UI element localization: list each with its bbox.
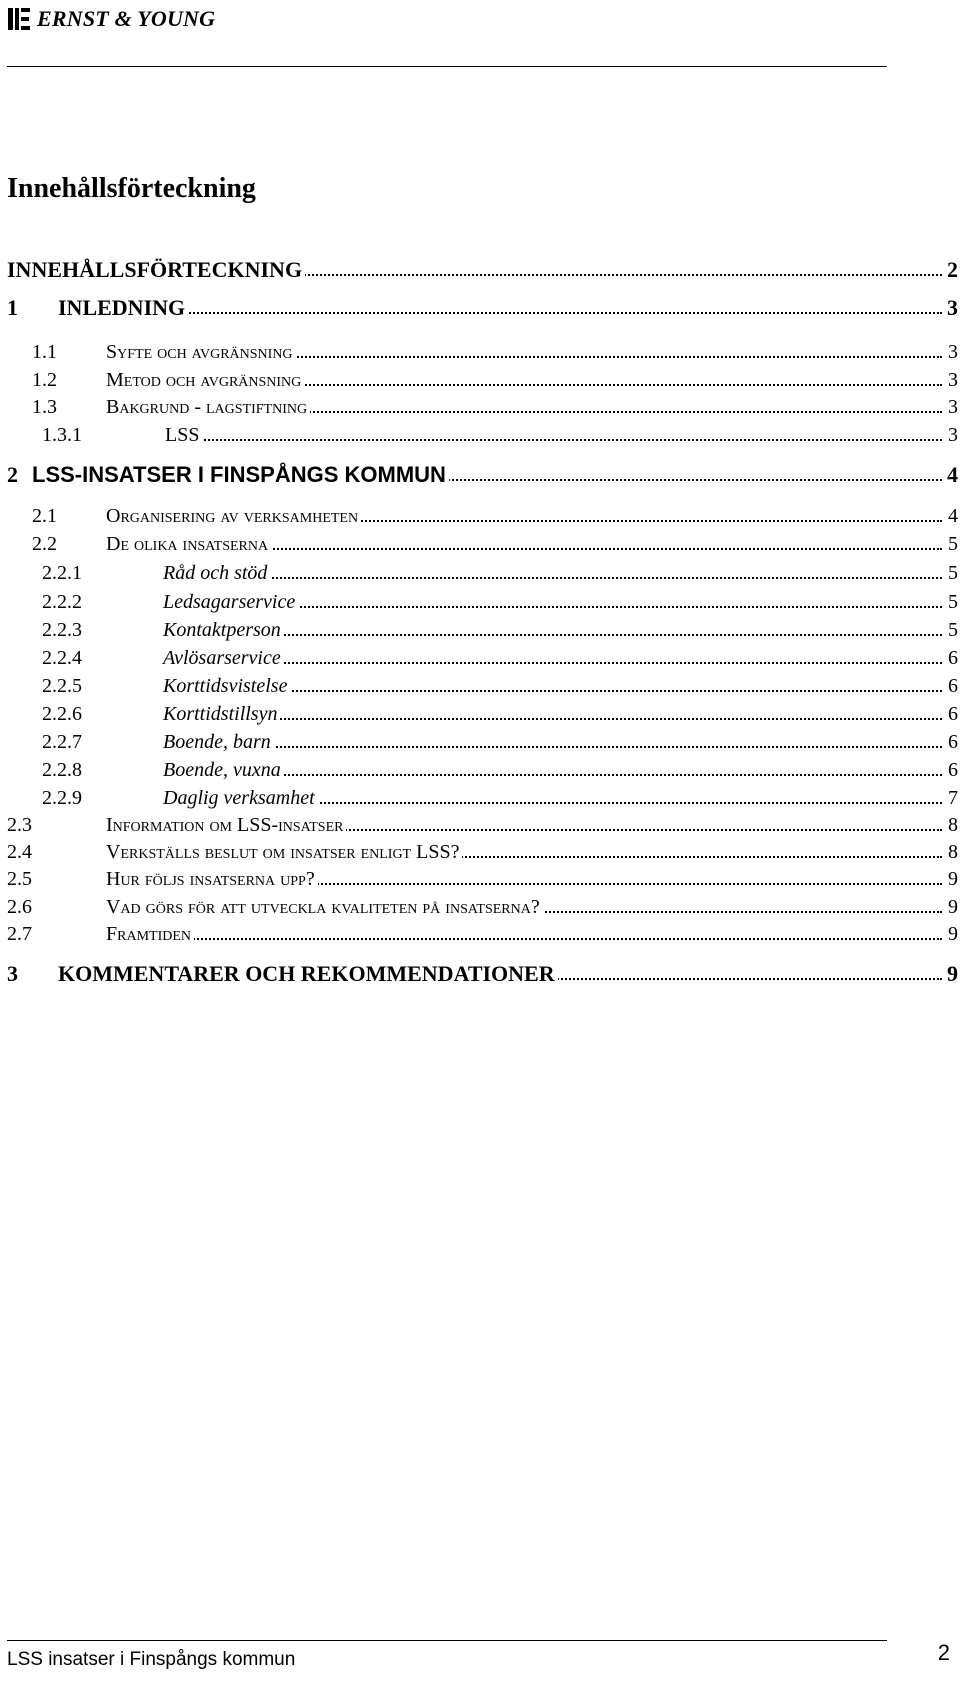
toc-entry[interactable] [0, 696, 960, 726]
toc-entry[interactable] [0, 724, 960, 754]
toc-leader-dots [163, 577, 942, 579]
toc-entry-number: 2.2.7 [42, 731, 82, 753]
toc-entry-title: Boende, barn [163, 731, 274, 754]
toc-entry[interactable] [0, 417, 960, 447]
toc-entry-number: 2.2.3 [42, 619, 82, 641]
toc-entry-title: Daglig verksamhet [163, 787, 318, 810]
toc-entry-number: 2.2.4 [42, 647, 82, 669]
toc-entry[interactable] [0, 668, 960, 698]
toc-entry-title: Vad görs för att utveckla kvaliteten på insatserna? [106, 896, 543, 919]
toc-leader-dots [163, 746, 942, 748]
toc-entry[interactable] [0, 389, 960, 419]
toc-entry-title: LSS [165, 424, 202, 447]
toc-entry-page: 7 [945, 787, 958, 810]
toc-leader-dots [58, 312, 942, 314]
toc-entry-number: 3 [7, 960, 18, 986]
toc-leader-dots [165, 439, 942, 441]
toc-entry-page: 2 [944, 257, 958, 282]
toc-entry[interactable] [0, 861, 960, 891]
toc-entry-page: 8 [945, 841, 958, 864]
toc-entry-page: 3 [945, 424, 958, 447]
toc-entry-title: KOMMENTARER OCH REKOMMENDATIONER [58, 961, 558, 986]
toc-entry[interactable] [0, 834, 960, 864]
toc-entry-page: 6 [945, 647, 958, 670]
toc-entry-title: De olika insatserna [106, 533, 271, 556]
toc-entry-title: Information om LSS-insatser [106, 814, 346, 837]
toc-entry-page: 3 [945, 396, 958, 419]
toc-entry-number: 2.4 [7, 841, 32, 863]
toc-entry[interactable] [0, 807, 960, 837]
footer-rule [7, 1640, 887, 1641]
toc-entry-number: 2.6 [7, 896, 32, 918]
toc-entry[interactable] [0, 457, 960, 487]
toc-entry[interactable] [0, 780, 960, 810]
toc-entry-title: INNEHÅLLSFÖRTECKNING [7, 257, 305, 282]
toc-entry-title: Boende, vuxna [163, 759, 284, 782]
toc-entry[interactable] [0, 956, 960, 986]
footer-page-number: 2 [937, 1640, 950, 1665]
toc-entry-title: Korttidstillsyn [163, 703, 280, 726]
toc-entry-number: 2.2.5 [42, 675, 82, 697]
toc-entry-page: 5 [945, 591, 958, 614]
toc-entry-page: 9 [945, 923, 958, 946]
toc-entry-page: 9 [944, 961, 958, 986]
toc-entry-page: 8 [945, 814, 958, 837]
toc-entry-number: 2.2 [32, 533, 57, 555]
toc-entry-page: 4 [944, 462, 958, 487]
toc-entry-page: 5 [945, 562, 958, 585]
toc-entry-page: 9 [945, 896, 958, 919]
toc-entry-number: 1 [7, 294, 18, 320]
toc-entry-title: Råd och stöd [163, 562, 270, 585]
toc-entry-title: Hur följs insatserna upp? [106, 868, 318, 891]
toc-entry-title: Syfte och avgränsning [106, 341, 296, 364]
toc-entry-number: 2.2.6 [42, 703, 82, 725]
toc-entry[interactable] [0, 362, 960, 392]
toc-entry-title: Verkställs beslut om insatser enligt LSS? [106, 841, 462, 864]
toc-entry-number: 2.2.8 [42, 759, 82, 781]
toc-entry-title: Avlösarservice [163, 647, 284, 670]
ernst-young-logo [7, 6, 215, 32]
toc-entry-title: Organisering av verksamheten [106, 505, 361, 528]
toc-entry[interactable] [0, 640, 960, 670]
toc-entry[interactable] [0, 584, 960, 614]
toc-entry-title: INLEDNING [58, 295, 188, 320]
toc-entry-title: Kontaktperson [163, 619, 284, 642]
toc-entry[interactable] [0, 612, 960, 642]
toc-entry[interactable] [0, 498, 960, 528]
toc-entry-number: 1.2 [32, 369, 57, 391]
document-title: Innehållsförteckning [7, 173, 256, 204]
toc-entry-page: 3 [945, 369, 958, 392]
toc-leader-dots [106, 938, 942, 940]
toc-entry-page: 6 [945, 675, 958, 698]
toc-entry-number: 1.3 [32, 396, 57, 418]
toc-entry-page: 6 [945, 731, 958, 754]
toc-entry[interactable] [0, 752, 960, 782]
toc-entry-number: 2 [7, 461, 18, 487]
toc-entry-title: Bakgrund - lagstiftning [106, 396, 310, 419]
toc-entry-number: 2.2.9 [42, 787, 82, 809]
ernst-young-logo-icon [7, 6, 31, 32]
toc-entry-title: LSS-INSATSER I FINSPÅNGS KOMMUN [32, 462, 449, 487]
footer-text: LSS insatser i Finspångs kommun [7, 1649, 296, 1670]
toc-entry[interactable] [0, 526, 960, 556]
toc-entry[interactable] [0, 889, 960, 919]
toc-entry-number: 1.1 [32, 341, 57, 363]
toc-entry[interactable] [0, 555, 960, 585]
toc-entry[interactable] [0, 290, 960, 320]
header-rule [7, 66, 887, 67]
toc-entry-page: 4 [945, 505, 958, 528]
toc-entry-page: 5 [945, 533, 958, 556]
toc-entry-number: 2.2.2 [42, 591, 82, 613]
toc-entry[interactable] [0, 252, 960, 282]
toc-entry-number: 2.5 [7, 868, 32, 890]
toc-entry-title: Ledsagarservice [163, 591, 298, 614]
toc-entry-page: 5 [945, 619, 958, 642]
toc-entry-title: Framtiden [106, 923, 194, 946]
toc-entry[interactable] [0, 334, 960, 364]
toc-entry-page: 3 [945, 341, 958, 364]
logo-text: ERNST & YOUNG [37, 6, 216, 31]
toc-entry-page: 6 [945, 703, 958, 726]
toc-entry-page: 6 [945, 759, 958, 782]
toc-entry-title: Metod och avgränsning [106, 369, 304, 392]
toc-entry[interactable] [0, 916, 960, 946]
toc-entry-number: 2.7 [7, 923, 32, 945]
toc-entry-number: 1.3.1 [42, 424, 82, 446]
toc-entry-title: Korttidsvistelse [163, 675, 290, 698]
toc-entry-number: 2.3 [7, 814, 32, 836]
toc-entry-number: 2.2.1 [42, 562, 82, 584]
toc-entry-page: 9 [945, 868, 958, 891]
toc-entry-page: 3 [944, 295, 958, 320]
toc-entry-number: 2.1 [32, 505, 57, 527]
